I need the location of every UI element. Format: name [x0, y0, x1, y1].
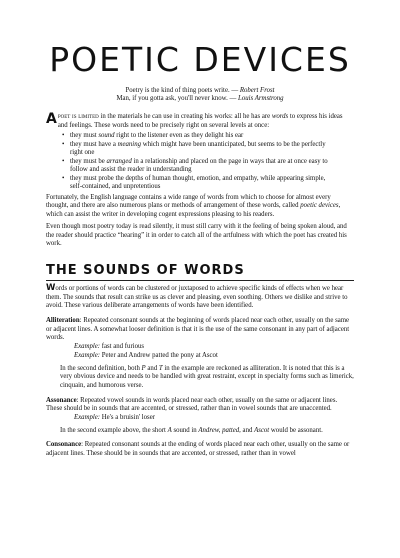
term-definition: Alliteration: Repeated consonant sounds at the beginning of words placed near each other, usually on the same or adjacent lines. A somewhat looser definition is that it is the use of the same consonant in any part of adjacent words. [46, 317, 350, 342]
term-note: In the second definition, both P and T in the example are reckoned as alliteration. It is noted that this is a very obvious device and needs to be handled with great restraint, except in specialty forms such as limerick, cinquain, and humorous verse. [60, 364, 354, 389]
paragraph-silently: Even though most poetry today is read silently, it must still carry with it the feeling of being spoken aloud, and the reader should practice “hearing” it in order to catch all of the artfulness with which the poet has created his work. [46, 222, 347, 248]
term-definition: Assonance: Repeated vowel sounds in words placed near each other, usually on the same or adjacent lines. These should be in sounds that are accented, or stressed, rather than in vowel sounds that are unaccented. [46, 396, 338, 413]
list-item: • they must have a meaning which might have been unanticipated, but seems to be the perfectly right one [62, 140, 326, 157]
bullet-icon: • [62, 157, 65, 165]
term-example: Example: He's a bruisin' loser [74, 414, 155, 422]
section-divider [46, 280, 354, 281]
epigraph-line-2: Man, if you gotta ask, you'll never know. — Louis Armstrong [116, 95, 284, 103]
document-page [0, 40, 400, 558]
list-item: • they must probe the depths of human thought, emotion, and empathy, while appearing simple, self-contained, and unpretentious [62, 174, 326, 191]
term-example: Example: fast and furious [74, 343, 145, 351]
term-name: Consonance [46, 441, 82, 449]
paragraph-fortunately: Fortunately, the English language contains a wide range of words from which to choose for almost every thought, and there are also numerous plans or methods of arrangement of these words, called poetic devices, which can assist the writer in developing cogent expressions pleasing to his readers. [46, 193, 341, 219]
bullet-icon: • [62, 174, 65, 182]
term-note: In the second example above, the short A sound in Andrew, patted, and Ascot would be assonant. [60, 426, 323, 434]
epigraph-author-2: Louis Armstrong [238, 95, 284, 103]
term-alliteration [46, 317, 354, 391]
term-name: Assonance [46, 396, 77, 404]
bullet-icon: • [62, 140, 65, 148]
bullet-icon: • [62, 132, 65, 140]
epigraph [46, 87, 354, 104]
section-intro: Words or portions of words can be clustered or juxtaposed to achieve specific kinds of effects when we hear them. The sounds that result can strike us as clever and pleasing, even soothing. Others we dislike and strive to avoid. These various deliberate arrangements of words have been identified. [46, 282, 348, 310]
page-title: POETIC DEVICES [49, 40, 351, 79]
list-item: • they must be arranged in a relationship and placed on the page in ways that are at once easy to follow and assist the reader in understanding [62, 157, 328, 174]
term-consonance [46, 441, 354, 458]
term-example: Example: Peter and Andrew patted the pony at Ascot [74, 351, 218, 359]
section-drop-cap: W [46, 282, 56, 293]
list-item: • they must sound right to the listener even as they delight his ear [62, 132, 244, 140]
term-name: Alliteration [46, 317, 80, 325]
term-assonance [46, 397, 354, 436]
section-heading: THE SOUNDS OF WORDS [46, 262, 245, 278]
drop-cap: A [46, 110, 57, 127]
epigraph-author-1: Robert Frost [239, 87, 275, 94]
bullet-list [46, 132, 354, 192]
intro-paragraph: Apoet is limited in the materials he can use in creating his works: all he has are words to express his ideas and feelings. These words need to be precisely right on several levels at once: [46, 110, 343, 129]
term-definition: Consonance: Repeated consonant sounds at the ending of words placed near each other, usually on the same or adjacent lines. These should be in sounds that are accented, or stressed, rather than in vowel [46, 441, 350, 458]
epigraph-line-1: Poetry is the kind of thing poets write. — Robert Frost [125, 87, 275, 94]
